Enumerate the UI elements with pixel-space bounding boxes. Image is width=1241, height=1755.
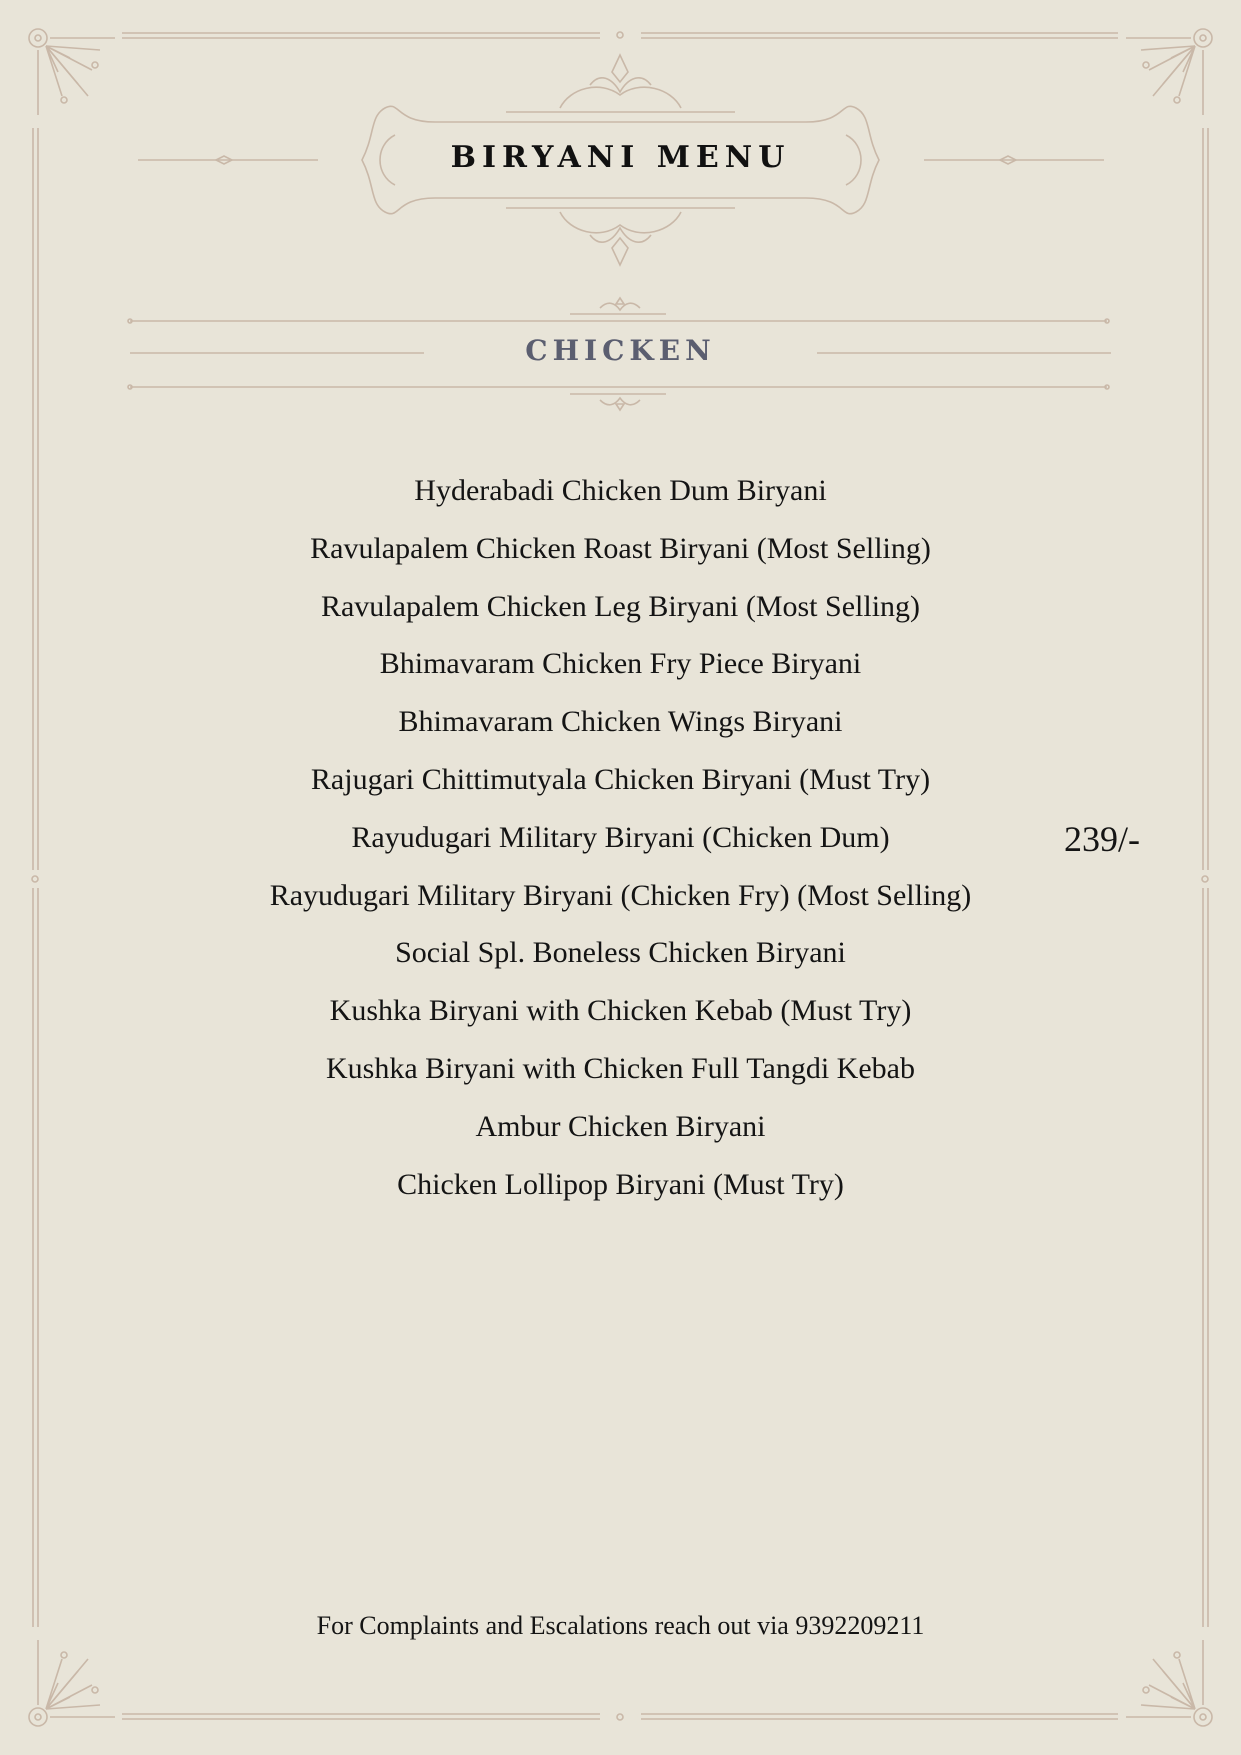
menu-item: Bhimavaram Chicken Wings Biryani — [398, 705, 843, 739]
menu-item: Ravulapalem Chicken Leg Biryani (Most Selling) — [320, 589, 921, 623]
menu-item: Rajugari Chittimutyala Chicken Biryani (Must Try) — [310, 762, 931, 796]
price-label: 239/- — [1064, 819, 1140, 859]
menu-item: Kushka Biryani with Chicken Full Tangdi Kebab — [326, 1051, 915, 1085]
menu-item: Ambur Chicken Biryani — [475, 1109, 766, 1143]
menu-item-list — [200, 467, 1041, 1218]
menu-item: Ravulapalem Chicken Roast Biryani (Most Selling) — [310, 531, 931, 565]
menu-item: Rayudugari Military Biryani (Chicken Fry) (Most Selling) — [269, 878, 972, 912]
menu-item: Kushka Biryani with Chicken Kebab (Must Try) — [329, 994, 912, 1028]
menu-item: Rayudugari Military Biryani (Chicken Dum) — [351, 820, 890, 854]
menu-title: BIRYANI MENU — [450, 140, 791, 175]
complaints-contact: For Complaints and Escalations reach out via 9392209211 — [316, 1611, 925, 1640]
menu-item: Social Spl. Boneless Chicken Biryani — [395, 936, 846, 970]
menu-item: Chicken Lollipop Biryani (Must Try) — [397, 1167, 844, 1201]
menu-item: Hyderabadi Chicken Dum Biryani — [414, 474, 827, 507]
menu-item: Bhimavaram Chicken Fry Piece Biryani — [379, 647, 862, 681]
section-title: CHICKEN — [525, 334, 716, 367]
